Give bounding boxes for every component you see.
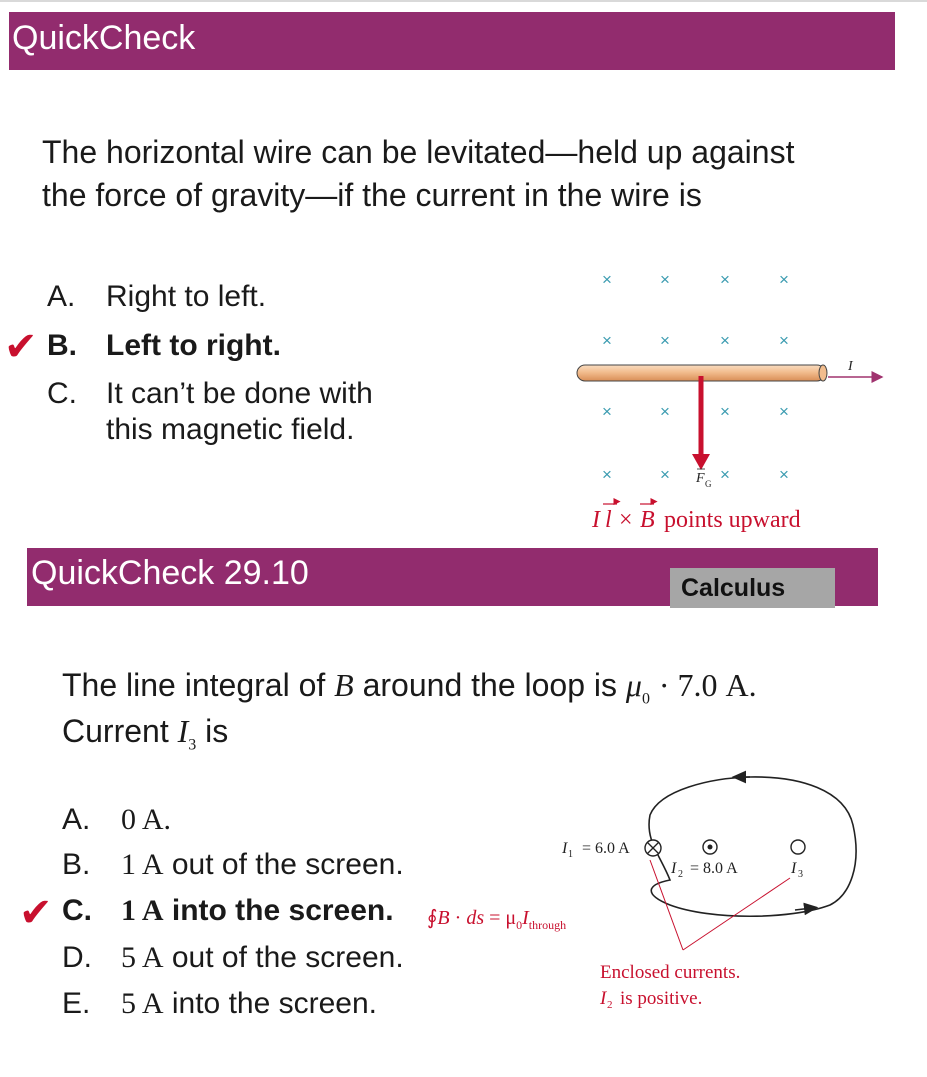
slide2-option-d[interactable] (62, 940, 404, 976)
slide2-option-b[interactable] (62, 847, 404, 883)
caption-line1: Enclosed currents. (600, 962, 741, 983)
stem2-I: I (177, 713, 189, 749)
i1-label: I (562, 840, 568, 857)
field-x-icon: × (660, 331, 670, 350)
formula-I-sub: through (528, 918, 567, 932)
field-x-icon: × (720, 331, 730, 350)
formula-dot: · (454, 907, 462, 929)
stem-B: B (334, 667, 354, 703)
formula-ds: ds (466, 907, 485, 929)
formula-B: B (437, 907, 450, 929)
force-label: F (696, 471, 705, 486)
i3-current-icon (791, 840, 805, 854)
slide2-option-c[interactable] (62, 893, 394, 929)
caption-I2-sub: 2 (607, 999, 613, 1011)
option-text: into the screen. (171, 894, 394, 927)
stem-mu-sub: 0 (641, 690, 650, 708)
slide2-option-e[interactable] (62, 986, 377, 1022)
field-x-icon: × (720, 402, 730, 421)
option-text: Right to left. (106, 280, 267, 313)
stem-mid: around the loop is (362, 667, 617, 703)
oint-symbol: ∮ (427, 907, 438, 929)
correct-check-icon: ✔ (19, 891, 53, 935)
option-text: It can’t be done with (106, 377, 373, 410)
option-letter: E. (62, 987, 91, 1020)
option-text: out of the screen. (171, 941, 404, 974)
slide1-title: QuickCheck (12, 19, 196, 57)
i3-label: I (791, 860, 797, 877)
calculus-tag: Calculus (670, 568, 835, 608)
formula-I: I (522, 907, 529, 929)
caption-I: I (592, 507, 600, 533)
loop-direction-arrow-bottom (795, 908, 812, 910)
field-x-icon: × (720, 465, 730, 484)
field-x-icon: × (602, 465, 612, 484)
slide2-question-line2 (62, 710, 228, 766)
current-label: I (848, 359, 853, 374)
i3-sub: 3 (798, 869, 803, 880)
option-value: 0 A. (121, 803, 172, 836)
option-letter: D. (62, 941, 92, 974)
formula-mu-sub: 0 (516, 918, 523, 932)
i1-sub: 1 (568, 849, 573, 860)
field-x-icon: × (602, 270, 612, 289)
stem2-prefix: Current (62, 713, 169, 749)
caption-B: B (640, 507, 655, 533)
stem-prefix: The line integral of (62, 667, 326, 703)
i2-label: I (671, 860, 677, 877)
pointer-line-i2 (683, 878, 790, 950)
slide1-question (42, 131, 794, 217)
i1-value: = 6.0 A (582, 840, 630, 857)
slide2-title: QuickCheck 29.10 (31, 554, 309, 592)
stem-mu: μ (625, 667, 642, 703)
option-value: 5 A (121, 941, 164, 974)
amperes-law-formula (427, 905, 566, 933)
option-text: out of the screen. (171, 848, 404, 881)
field-x-icon: × (602, 402, 612, 421)
i2-sub: 2 (678, 869, 683, 880)
caption-line2-rest: is positive. (620, 988, 703, 1009)
option-letter: B. (62, 848, 91, 881)
i2-value: = 8.0 A (690, 860, 738, 877)
stem2-suffix: is (205, 713, 229, 749)
field-x-icon: × (660, 465, 670, 484)
caption-times: × (619, 507, 633, 533)
option-letter: B. (47, 329, 77, 362)
amperian-loop-figure (550, 770, 880, 1020)
slide1-option-c[interactable] (47, 376, 373, 448)
option-text: into the screen. (171, 987, 377, 1020)
top-border (0, 0, 927, 2)
caption-text: points upward (664, 507, 801, 533)
slide1-question-line1: The horizontal wire can be levitated—held up against (42, 134, 795, 170)
stem-value: · 7.0 A. (658, 667, 757, 703)
slide1-option-b[interactable] (47, 328, 281, 364)
option-letter: A. (62, 803, 91, 836)
slide1-option-a[interactable] (47, 279, 266, 315)
field-x-icon: × (779, 465, 789, 484)
formula-eq: = μ (489, 907, 517, 929)
option-text: Left to right. (106, 329, 281, 362)
field-x-icon: × (720, 270, 730, 289)
amperian-loop (649, 777, 856, 916)
field-x-icon: × (779, 331, 789, 350)
option-text-cont: this magnetic field. (106, 413, 355, 446)
force-subscript: G (705, 479, 712, 489)
option-letter: A. (47, 280, 76, 313)
field-x-icon: × (779, 402, 789, 421)
field-x-icon: × (660, 270, 670, 289)
correct-check-icon: ✔ (4, 325, 38, 369)
stem2-sub: 3 (188, 736, 197, 754)
option-letter: C. (47, 377, 77, 410)
gravity-arrowhead (692, 454, 710, 470)
option-value: 1 A (121, 848, 164, 881)
wire-field-figure (560, 258, 900, 548)
slide2-option-a[interactable] (62, 802, 171, 838)
slide1-header-bar (9, 12, 895, 70)
caption-I2: I (600, 988, 607, 1009)
slide1-question-line2: the force of gravity—if the current in the wire is (42, 177, 702, 213)
field-x-icon: × (602, 331, 612, 350)
option-value: 5 A (121, 987, 164, 1020)
field-x-icon: × (660, 402, 670, 421)
option-value: 1 A (121, 894, 164, 927)
wire-end (819, 365, 827, 381)
caption-l: l (605, 507, 612, 533)
force-caption (591, 504, 801, 533)
option-letter: C. (62, 894, 92, 927)
field-x-icon: × (779, 270, 789, 289)
